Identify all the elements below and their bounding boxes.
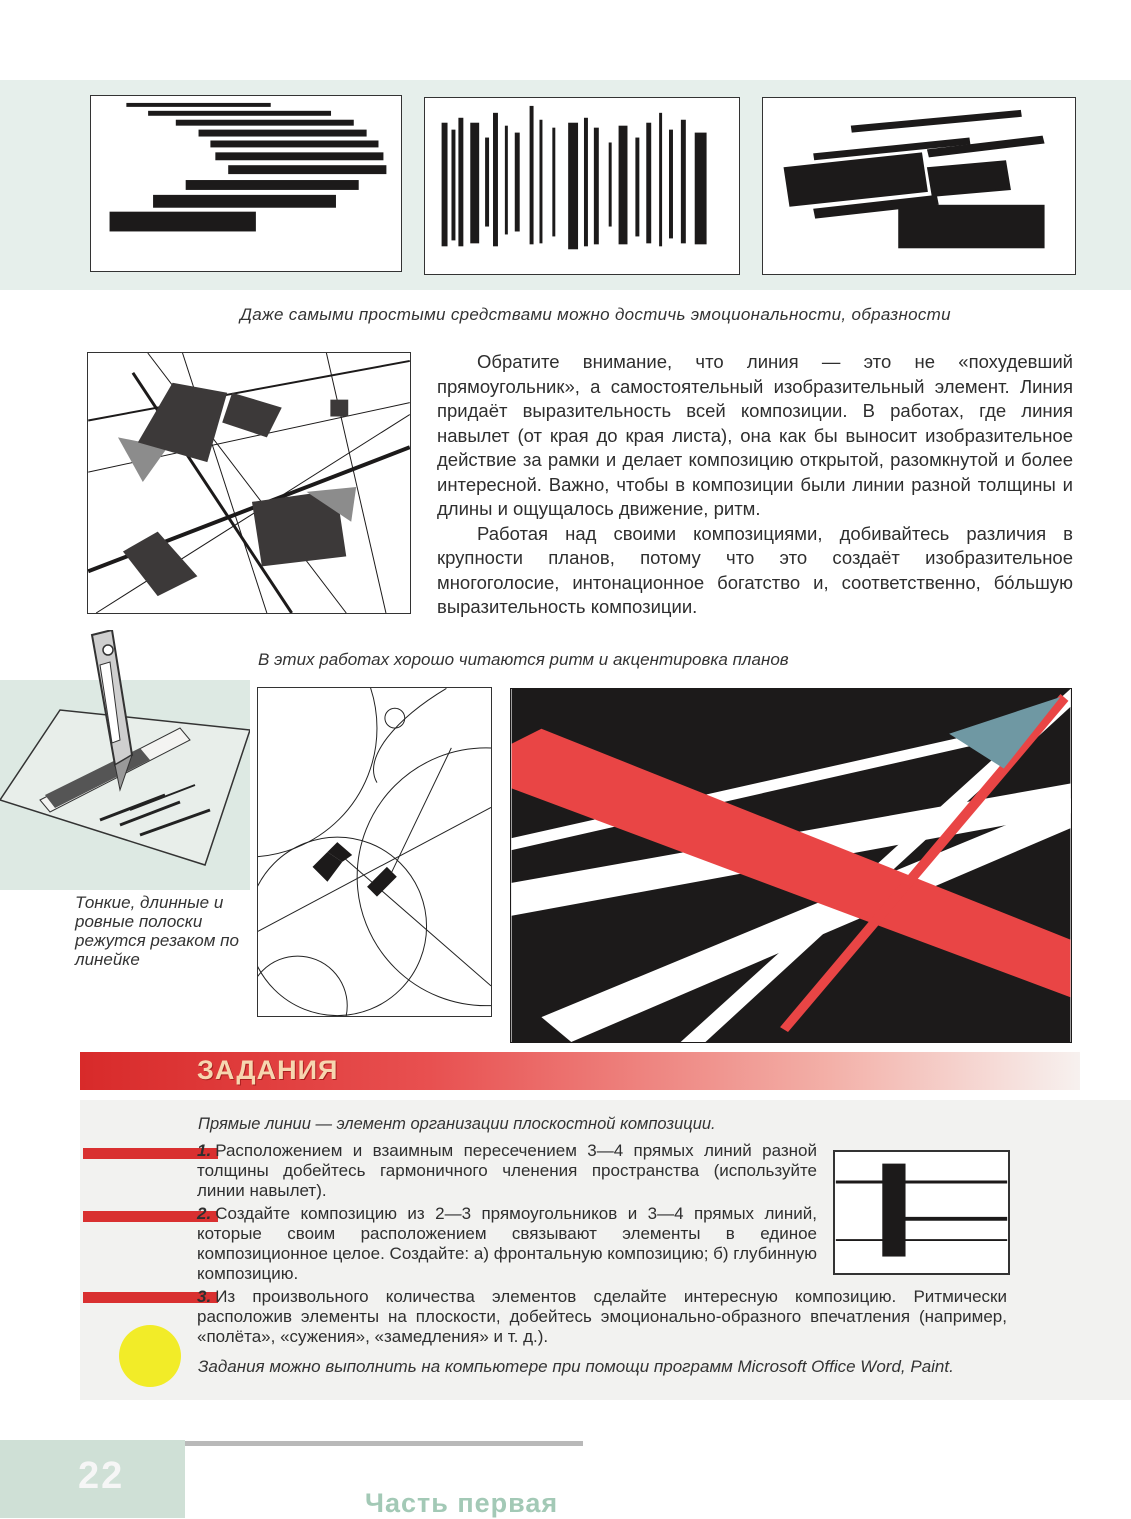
task-text: Из произвольного количества элементов сделайте интересную композицию. Ритмически расположив элементы на плоскости, добейтесь эмоционально-образного впечатления (например, «полёта», «сужения», «замедления» и т. д.). [197, 1287, 1007, 1346]
task-number: 3. [197, 1287, 212, 1306]
paragraph: Работая над своими композициями, добивайтесь различия в крупности планов, потому что это создаёт изобразительное многоголосие, интонационное богатство и, соответственно, бо́льшую выразительность композиции. [437, 522, 1073, 617]
task-text: Создайте композицию из 2—3 прямоугольников и 3—4 прямых линий, которые своим расположением связывают элементы в единое композиционное целое. Создайте: а) фронтальную композицию; б) глубинную композицию. [197, 1204, 817, 1283]
cutter-caption: Тонкие, длинные и ровные полоски режутся резаком по линейке [75, 893, 239, 969]
composition-tilted-bars [762, 97, 1076, 275]
composition-horizontal-bars [90, 95, 402, 272]
task-number: 1. [197, 1141, 212, 1160]
tasks-note: Задания можно выполнить на компьютере при помощи программ Microsoft Office Word, Paint. [198, 1357, 954, 1376]
tasks-intro: Прямые линии — элемент организации плоскостной композиции. [198, 1115, 716, 1133]
task-item-3 [197, 1287, 1007, 1347]
paragraph: Обратите внимание, что линия — это не «похудевший прямоугольник», а самостоятельный изобразительный элемент. Линия придаёт выразительность всей композиции. В работах, где линия навылет (от края до края листа), она как бы выносит изобразительное действие за рамки и делает композицию открытой, разомкнутой и более интересной. Важно, чтобы в композиции были линии разной толщины и длины и ощущалось движение, ритм. [437, 351, 1073, 519]
task-item-1 [197, 1141, 817, 1201]
highlight-dot [119, 1325, 181, 1387]
composition-vertical-bars [424, 97, 740, 275]
top-caption: Даже самыми простыми средствами можно достичь эмоциональности, образности [240, 305, 951, 324]
body-text [437, 350, 1073, 620]
composition-lines-and-rectangles [87, 352, 411, 614]
task-item-2 [197, 1204, 817, 1284]
middle-caption: В этих работах хорошо читаются ритм и акцентировка планов [258, 650, 789, 669]
tasks-title: ЗАДАНИЯ [197, 1055, 339, 1085]
composition-circles-and-lines [257, 687, 492, 1017]
composition-red-band [510, 688, 1072, 1043]
task-example-diagram [833, 1150, 1010, 1275]
part-title: Часть первая [365, 1488, 559, 1518]
page-number: 22 [78, 1455, 125, 1497]
task-text: Расположением и взаимным пересечением 3—4 прямых линий разной толщины добейтесь гармоничного членения пространства (используйте линии навылет). [197, 1141, 817, 1200]
cutter-illustration [0, 630, 250, 870]
task-number: 2. [197, 1204, 212, 1223]
footer-rule [185, 1441, 583, 1446]
